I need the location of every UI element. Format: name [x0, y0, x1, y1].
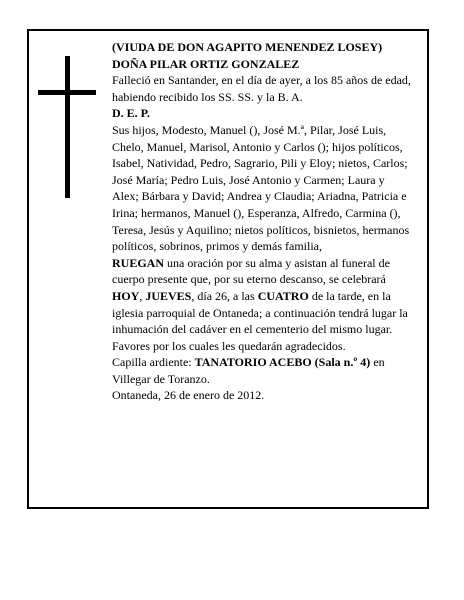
hoy-word: HOY	[112, 288, 140, 303]
funeral-request: RUEGAN una oración por su alma y asistan al funeral de cuerpo presente que, por su eterno descanso, se celebrará HOY, JUEVES, día 26, a las CUATRO de la tarde, en la iglesia parroquial de Ontaneda; a continuación tendrá lugar la inhumación del cadáver en el cementerio del mismo lugar. Favores por los cuales les quedarán agradecidos.	[112, 255, 408, 353]
family-list: Sus hijos, Modesto, Manuel (), José M.ª, Pilar, José Luis, Chelo, Manuel, Marisol, Antonio y Carlos (); hijos políticos, Isabel, Natividad, Pedro, Sagrario, Pili y Eloy; nietos, Carlos; José María; Pedro Luis, José Antonio y Carmen; Laura y Alex; Bárbara y David; Andrea y Claudia; Ariadna, Patricia e Irina; hermanos, Manuel (), Esperanza, Alfredo, Carmina (), Teresa, Jesús y Aquilino; nietos políticos, bisnietos, hermanos políticos, sobrinos, primos y demás familia,	[112, 122, 410, 254]
cross-icon	[38, 56, 96, 198]
ruegan-word: RUEGAN	[112, 255, 165, 270]
deceased-name: DOÑA PILAR ORTIZ GONZALEZ	[112, 56, 300, 71]
chapel-place: TANATORIO ACEBO (Sala n.º 4)	[194, 355, 371, 370]
cuatro-word: CUATRO	[257, 288, 309, 303]
chapel-line: Capilla ardiente: TANATORIO ACEBO (Sala n.º 4) en Villegar de Toranzo.	[112, 355, 385, 386]
obituary-text	[112, 39, 412, 404]
dep-line: D. E. P.	[112, 106, 150, 121]
death-announcement: Falleció en Santander, en el día de ayer, a los 85 años de edad, habiendo recibido los SS. SS. y la B. A.	[112, 73, 411, 104]
jueves-word: JUEVES	[145, 288, 192, 303]
closing-date: Ontaneda, 26 de enero de 2012.	[112, 388, 265, 403]
widow-of-line: (VIUDA DE DON AGAPITO MENENDEZ LOSEY)	[112, 40, 383, 54]
